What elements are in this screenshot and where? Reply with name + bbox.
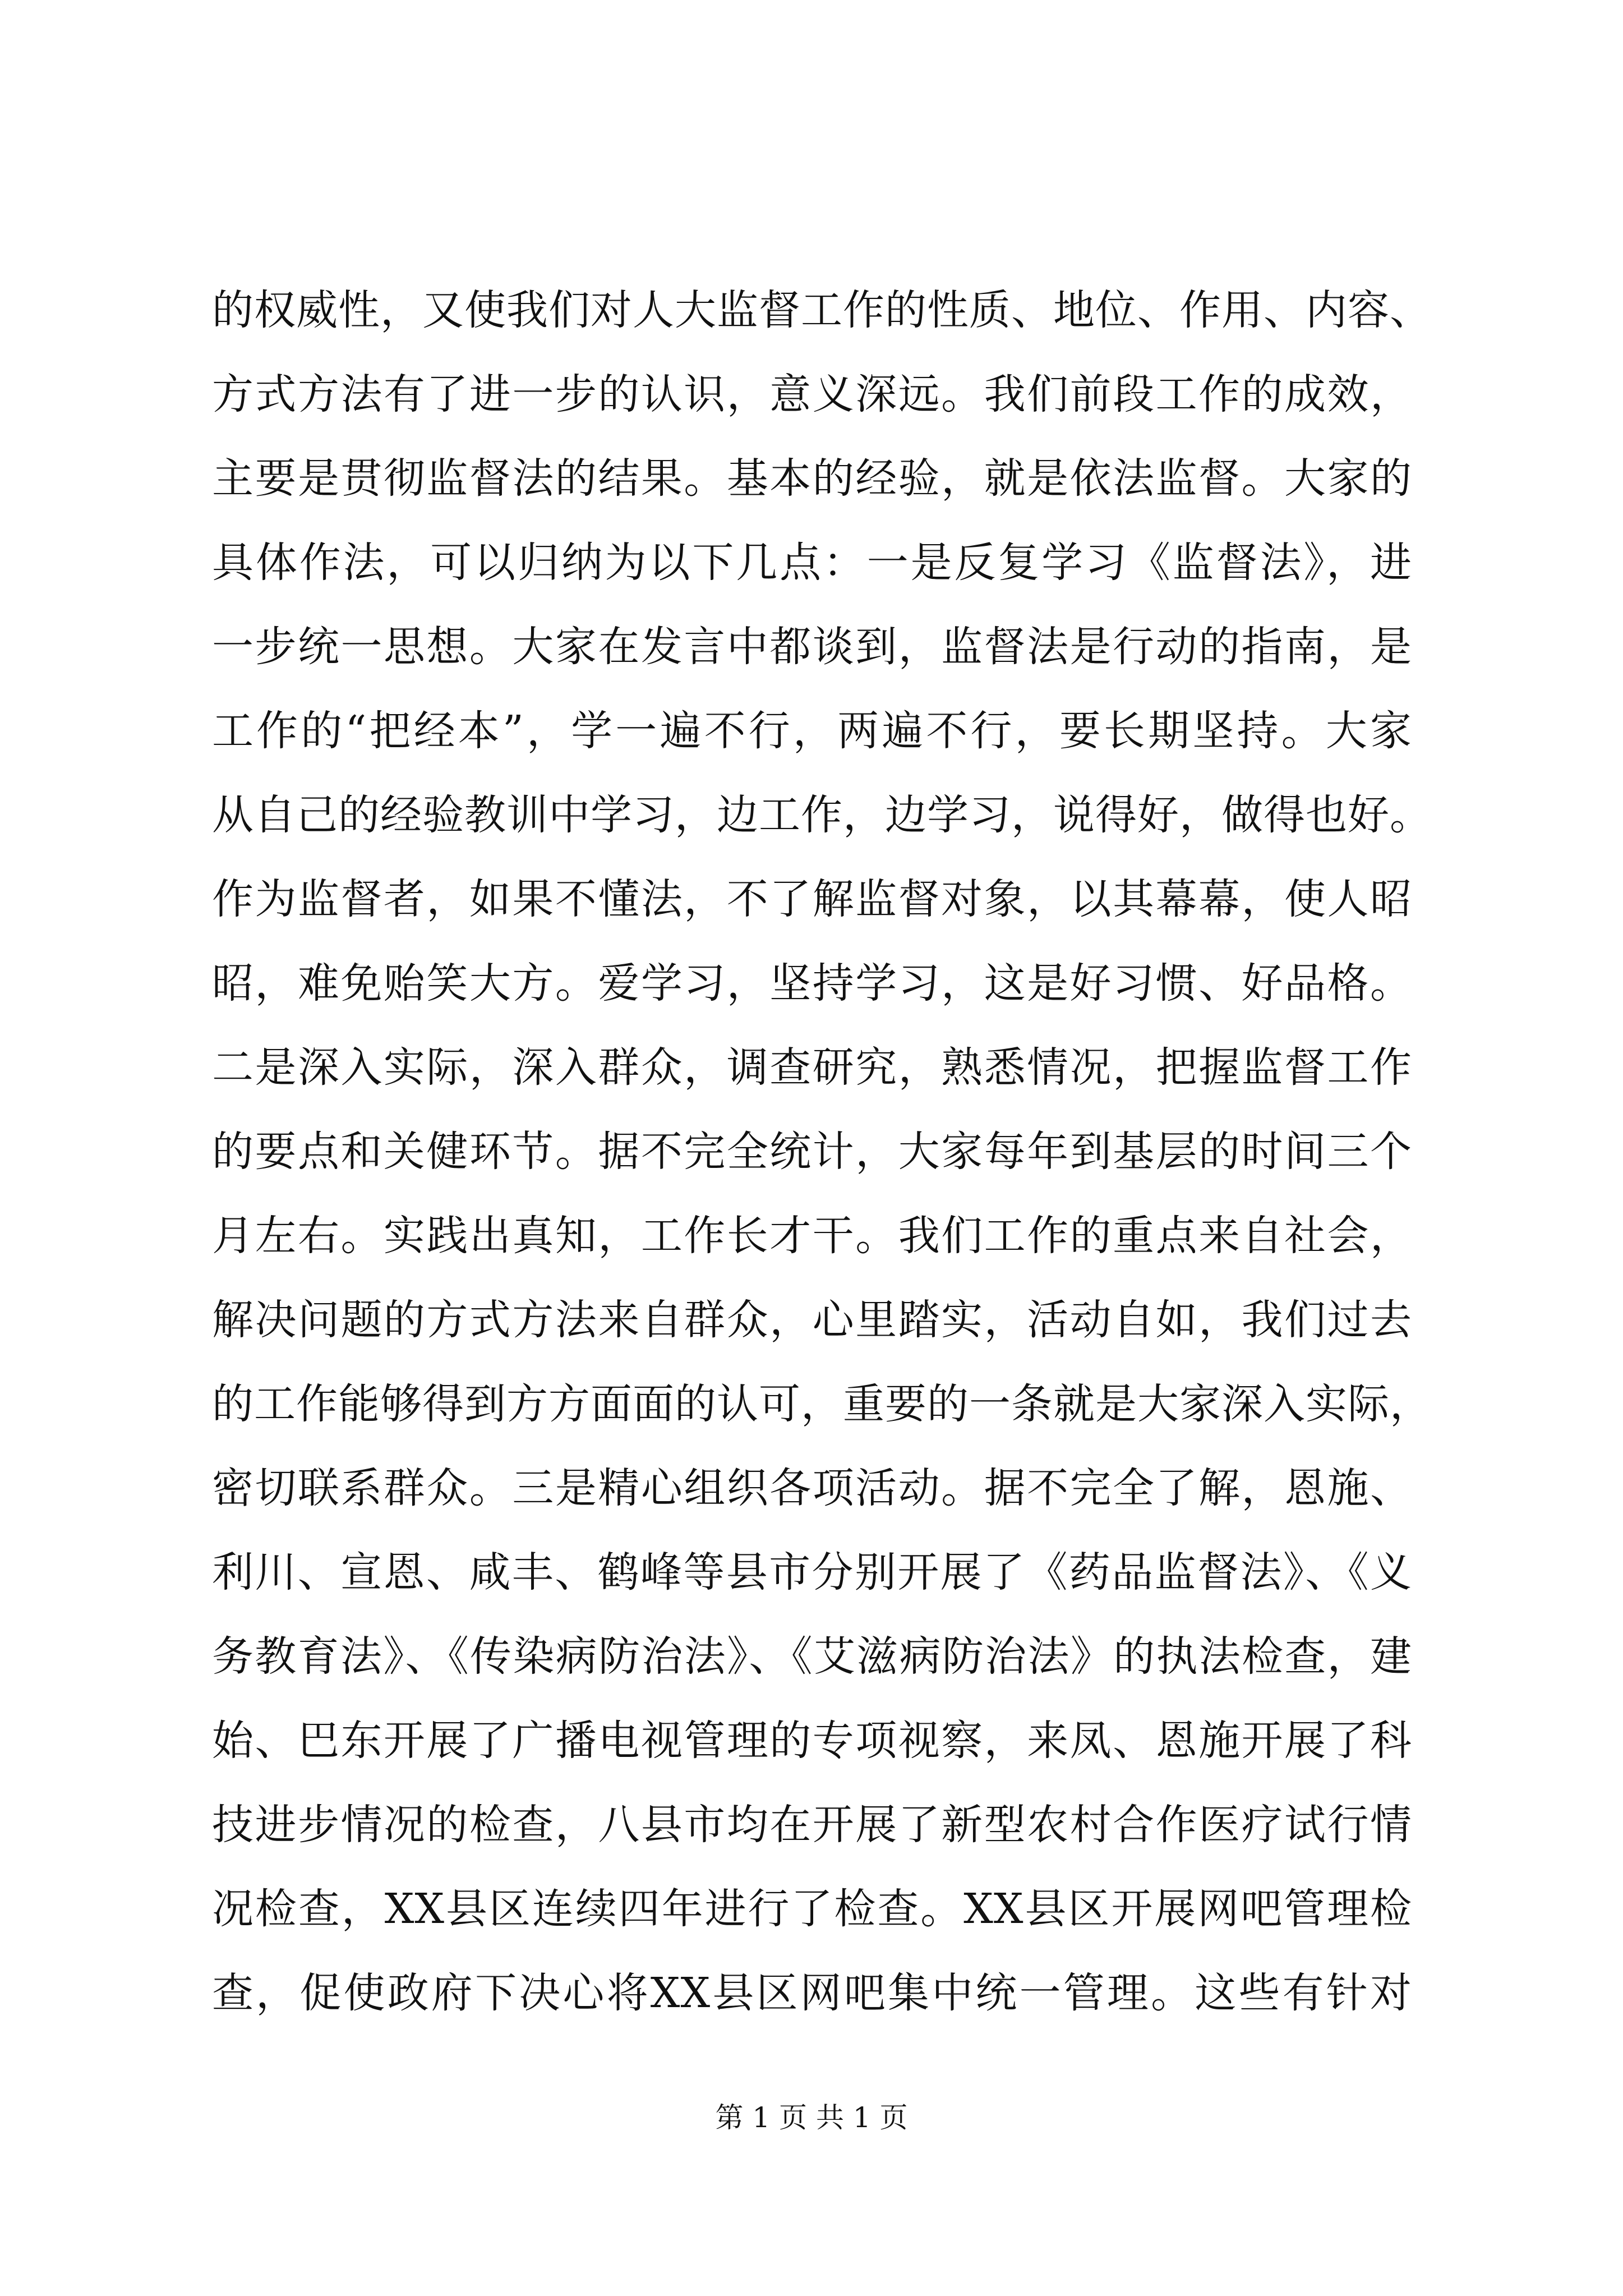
text-line: 工作的“把经本”，学一遍不行，两遍不行，要长期坚持。大家	[212, 707, 1412, 755]
text-line: 始、巴东开展了广播电视管理的专项视察，来凤、恩施开展了科	[212, 1717, 1412, 1765]
text-line: 月左右。实践出真知，工作长才干。我们工作的重点来自社会，	[212, 1212, 1412, 1260]
text-line: 主要是贯彻监督法的结果。基本的经验，就是依法监督。大家的	[212, 454, 1412, 503]
text-line: 从自己的经验教训中学习，边工作，边学习，说得好，做得也好。	[212, 791, 1432, 839]
body-text	[212, 268, 1432, 2035]
text-line: 利川、宣恩、咸丰、鹤峰等县市分别开展了《药品监督法》、《义	[212, 1548, 1412, 1596]
text-line: 解决问题的方式方法来自群众，心里踏实，活动自如，我们过去	[212, 1296, 1412, 1344]
text-line: 技进步情况的检查，八县市均在开展了新型农村合作医疗试行情	[212, 1801, 1412, 1849]
page-footer	[0, 2098, 1623, 2137]
text-line: 况检查，XX县区连续四年进行了检查。XX县区开展网吧管理检	[212, 1885, 1412, 1933]
text-line: 查，促使政府下决心将XX县区网吧集中统一管理。这些有针对	[212, 1969, 1412, 2017]
text-line: 作为监督者，如果不懂法，不了解监督对象，以其幕幕，使人昭	[212, 875, 1412, 923]
page-number-label: 第 1 页 共 1 页	[715, 2101, 908, 2134]
text-line: 二是深入实际，深入群众，调查研究，熟悉情况，把握监督工作	[212, 1043, 1412, 1092]
text-line: 具体作法，可以归纳为以下几点：一是反复学习《监督法》，进	[212, 539, 1412, 587]
text-line: 密切联系群众。三是精心组织各项活动。据不完全了解，恩施、	[212, 1464, 1412, 1512]
text-line: 务教育法》、《传染病防治法》、《艾滋病防治法》的执法检查，建	[212, 1632, 1412, 1681]
text-line: 的要点和关健环节。据不完全统计，大家每年到基层的时间三个	[212, 1128, 1412, 1176]
text-line: 的工作能够得到方方面面的认可，重要的一条就是大家深入实际，	[212, 1380, 1432, 1428]
text-line: 昭，难免贻笑大方。爱学习，坚持学习，这是好习惯、好品格。	[212, 959, 1412, 1007]
text-line: 方式方法有了进一步的认识，意义深远。我们前段工作的成效，	[212, 370, 1412, 418]
text-line: 一步统一思想。大家在发言中都谈到，监督法是行动的指南，是	[212, 623, 1412, 671]
text-line: 的权威性，又使我们对人大监督工作的性质、地位、作用、内容、	[212, 286, 1432, 334]
